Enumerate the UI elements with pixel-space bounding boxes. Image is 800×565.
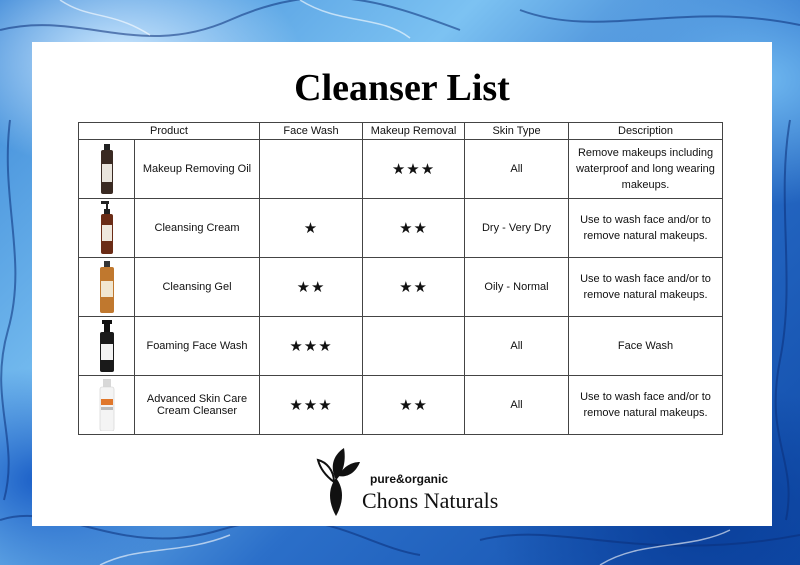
face-wash-rating: ★★ bbox=[260, 258, 363, 317]
logo-tagline: pure&organic bbox=[370, 472, 449, 486]
cleanser-table bbox=[78, 122, 723, 435]
logo-brand-name: Chons Naturals bbox=[362, 488, 499, 513]
table-header-row bbox=[79, 123, 723, 140]
skin-type: Oily - Normal bbox=[465, 258, 569, 317]
header-makeup-removal: Makeup Removal bbox=[363, 123, 465, 140]
oil-bottle-image bbox=[97, 144, 117, 194]
header-face-wash: Face Wash bbox=[260, 123, 363, 140]
makeup-removal-rating: ★★★ bbox=[363, 140, 465, 199]
header-description: Description bbox=[569, 123, 723, 140]
product-image bbox=[79, 140, 135, 199]
description: Face Wash bbox=[569, 317, 723, 376]
description: Remove makeups including waterproof and long wearing makeups. bbox=[569, 140, 723, 199]
product-image bbox=[79, 258, 135, 317]
table-row bbox=[79, 376, 723, 435]
gel-bottle-image bbox=[96, 261, 118, 313]
description: Use to wash face and/or to remove natural makeups. bbox=[569, 258, 723, 317]
skin-type: All bbox=[465, 317, 569, 376]
skin-type: All bbox=[465, 376, 569, 435]
header-skin-type: Skin Type bbox=[465, 123, 569, 140]
brand-logo bbox=[314, 446, 514, 518]
table-row bbox=[79, 258, 723, 317]
face-wash-rating: ★★★ bbox=[260, 376, 363, 435]
table-row bbox=[79, 199, 723, 258]
foam-bottle-image bbox=[97, 320, 117, 372]
product-name: Cleansing Gel bbox=[135, 258, 260, 317]
table-row bbox=[79, 140, 723, 199]
leaf-drop-icon bbox=[314, 446, 362, 518]
description: Use to wash face and/or to remove natural makeups. bbox=[569, 376, 723, 435]
product-name: Advanced Skin Care Cream Cleanser bbox=[135, 376, 260, 435]
content-card bbox=[32, 42, 772, 526]
description: Use to wash face and/or to remove natural makeups. bbox=[569, 199, 723, 258]
page-title: Cleanser List bbox=[294, 67, 510, 109]
skin-type: All bbox=[465, 140, 569, 199]
product-image bbox=[79, 317, 135, 376]
makeup-removal-rating: ★★ bbox=[363, 199, 465, 258]
cream-bottle-image bbox=[97, 379, 117, 431]
makeup-removal-rating: ★★ bbox=[363, 258, 465, 317]
makeup-removal-rating: ★★ bbox=[363, 376, 465, 435]
pump-bottle-image bbox=[97, 201, 117, 255]
face-wash-rating: ★★★ bbox=[260, 317, 363, 376]
header-product: Product bbox=[79, 123, 260, 140]
makeup-removal-rating bbox=[363, 317, 465, 376]
product-image bbox=[79, 199, 135, 258]
face-wash-rating bbox=[260, 140, 363, 199]
product-name: Makeup Removing Oil bbox=[135, 140, 260, 199]
table-row bbox=[79, 317, 723, 376]
product-image bbox=[79, 376, 135, 435]
skin-type: Dry - Very Dry bbox=[465, 199, 569, 258]
product-name: Cleansing Cream bbox=[135, 199, 260, 258]
product-name: Foaming Face Wash bbox=[135, 317, 260, 376]
face-wash-rating: ★ bbox=[260, 199, 363, 258]
